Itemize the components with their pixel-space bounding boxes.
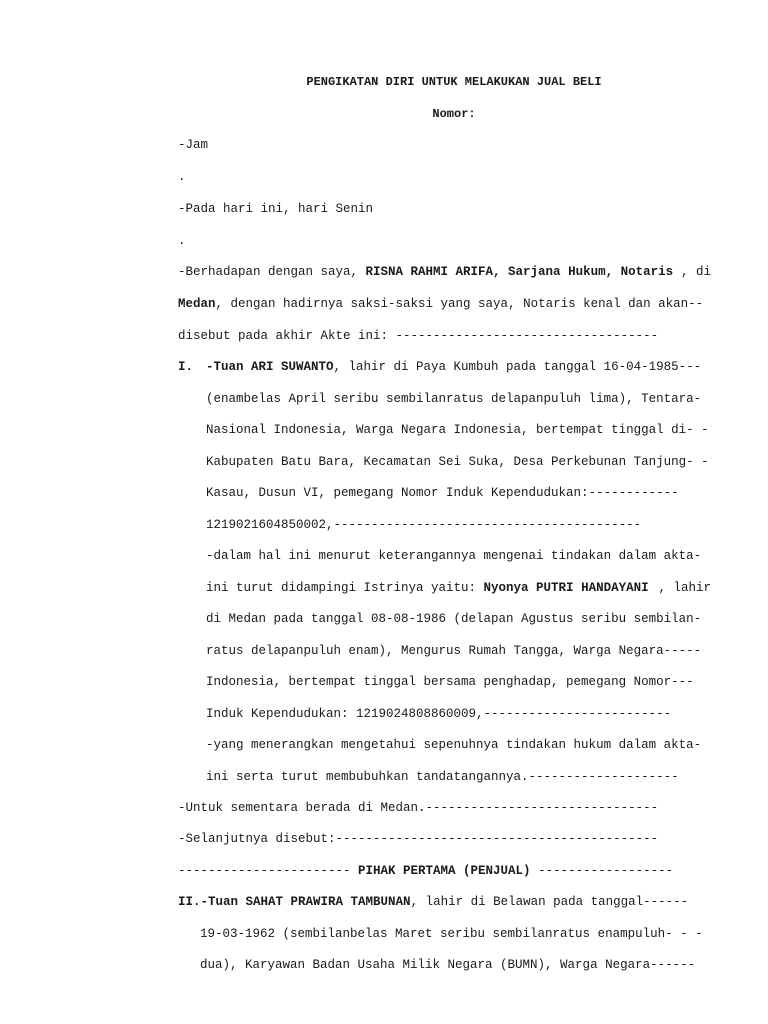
party-1-line-12: Induk Kependudukan: 1219024808860009,------------------------- (206, 707, 672, 721)
party-1-line-4: Kabupaten Batu Bara, Kecamatan Sei Suka, Desa Perkebunan Tanjung- - (206, 455, 709, 469)
party-2-text: , lahir di Belawan pada tanggal------ (410, 895, 689, 909)
party-1-line-13: -yang menerangkan mengetahui sepenuhnya tindakan hukum dalam akta- (206, 738, 702, 752)
document-title: PENGIKATAN DIRI UNTUK MELAKUKAN JUAL BELI (306, 75, 602, 89)
jam-line: -Jam (178, 138, 209, 152)
dash-fill: ----------------------- (178, 864, 359, 878)
opening-line-1 (178, 262, 711, 282)
notary-name: RISNA RAHMI ARIFA, Sarjana Hukum, Notaris (365, 265, 674, 279)
opening-line-2 (178, 294, 711, 314)
party-1-line-7: -dalam hal ini menurut keterangannya mengenai tindakan dalam akta- (206, 549, 702, 563)
party-1-line-9: di Medan pada tanggal 08-08-1986 (delapan Agustus seribu sembilan- (206, 612, 702, 626)
opening-text: , dengan hadirnya saksi-saksi yang saya, Notaris kenal dan akan-- (215, 297, 704, 311)
party-1-line-6: 1219021604850002,----------------------------------------- (206, 518, 642, 532)
party-1-number: I. (178, 360, 194, 374)
selanjutnya-line: -Selanjutnya disebut:------------------------------------------- (178, 832, 659, 846)
opening-text: -Berhadapan dengan saya, (178, 265, 366, 279)
opening-text-end: , di (680, 265, 711, 279)
party-1-line-11: Indonesia, bertempat tinggal bersama penghadap, pemegang Nomor--- (206, 675, 694, 689)
opening-line-3: disebut pada akhir Akte ini: ----------------------------------- (178, 329, 659, 343)
party-2-line-1 (178, 892, 711, 912)
party-1-name: -Tuan ARI SUWANTO (206, 360, 334, 374)
party-2-line-3: dua), Karyawan Badan Usaha Milik Negara (BUMN), Warga Negara------ (200, 958, 696, 972)
party-1-text: , lahir di Paya Kumbuh pada tanggal 16-04-1985--- (333, 360, 702, 374)
party-2-line-2: 19-03-1962 (sembilanbelas Maret seribu sembilanratus enampuluh- - - (200, 927, 703, 941)
dot-line: . (178, 170, 186, 184)
party-1-line-5: Kasau, Dusun VI, pemegang Nomor Induk Kependudukan:------------ (206, 486, 679, 500)
party-2-name: -Tuan SAHAT PRAWIRA TAMBUNAN (200, 895, 411, 909)
party-1-line-2: (enambelas April seribu sembilanratus delapanpuluh lima), Tentara- (206, 392, 702, 406)
party-1-text-end: , lahir (658, 581, 711, 595)
party-2-number: II. (178, 895, 201, 909)
hari-line: -Pada hari ini, hari Senin (178, 202, 374, 216)
party-1-text: ini turut didampingi Istrinya yaitu: (206, 581, 484, 595)
party-1-line-1 (178, 357, 711, 377)
dot-line: . (178, 234, 186, 248)
document-number-label: Nomor: (432, 107, 476, 121)
party-1-line-3: Nasional Indonesia, Warga Negara Indonesia, bertempat tinggal di- - (206, 423, 709, 437)
spouse-name: Nyonya PUTRI HANDAYANI (483, 581, 649, 595)
city-name: Medan (178, 297, 216, 311)
pihak-pertama-label: PIHAK PERTAMA (PENJUAL) (358, 864, 531, 878)
pihak-pertama-heading (178, 861, 711, 881)
untuk-line: -Untuk sementara berada di Medan.------------------------------- (178, 801, 659, 815)
party-1-line-10: ratus delapanpuluh enam), Mengurus Rumah Tangga, Warga Negara----- (206, 644, 702, 658)
party-1-line-8 (206, 578, 711, 598)
dash-fill: ------------------ (530, 864, 674, 878)
party-1-line-14: ini serta turut membubuhkan tandatangannya.-------------------- (206, 770, 679, 784)
